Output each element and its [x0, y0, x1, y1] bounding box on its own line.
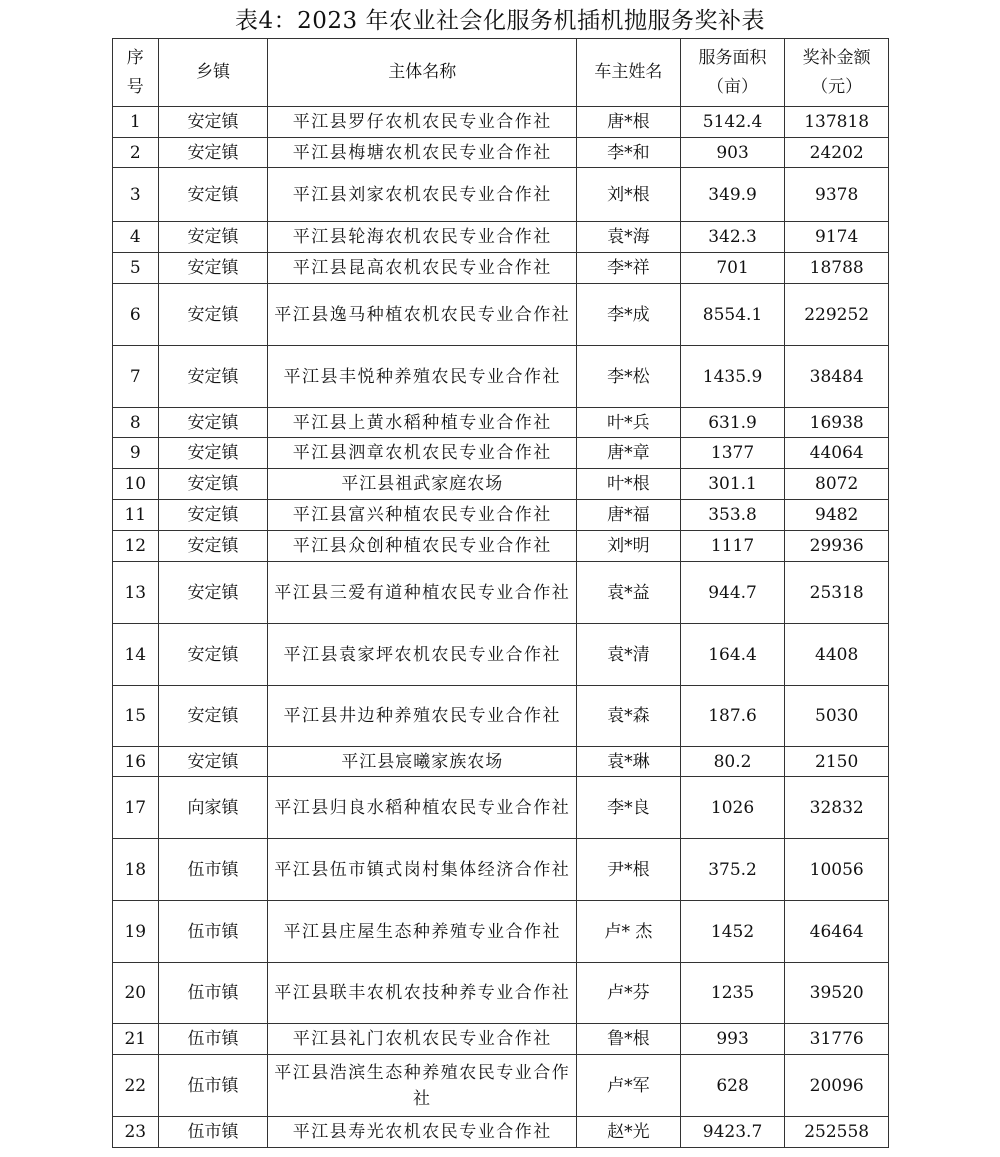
cell-town: 安定镇	[158, 562, 268, 624]
cell-entity-name: 平江县袁家坪农机农民专业合作社	[268, 624, 577, 686]
cell-service-area: 701	[680, 253, 785, 284]
header-amount-line2: （元）	[811, 76, 863, 97]
cell-town: 安定镇	[158, 438, 268, 469]
table-row	[113, 1117, 889, 1148]
cell-serial-number: 5	[113, 253, 159, 284]
cell-serial-number: 13	[113, 562, 159, 624]
cell-service-area: 301.1	[680, 469, 785, 500]
cell-town: 伍市镇	[158, 839, 268, 901]
cell-town: 安定镇	[158, 107, 268, 138]
cell-owner-name: 唐*章	[577, 438, 681, 469]
header-service-area	[680, 39, 785, 107]
header-row	[113, 39, 889, 107]
cell-entity-name: 平江县众创种植农民专业合作社	[268, 531, 577, 562]
cell-service-area: 164.4	[680, 624, 785, 686]
cell-serial-number: 9	[113, 438, 159, 469]
table-row	[113, 138, 889, 168]
table-row	[113, 469, 889, 500]
cell-town: 安定镇	[158, 408, 268, 438]
cell-owner-name: 李*和	[577, 138, 681, 168]
cell-serial-number: 18	[113, 839, 159, 901]
cell-owner-name: 袁*益	[577, 562, 681, 624]
cell-town: 安定镇	[158, 531, 268, 562]
cell-entity-name: 平江县祖武家庭农场	[268, 469, 577, 500]
cell-service-area: 1435.9	[680, 346, 785, 408]
table-row	[113, 284, 889, 346]
cell-subsidy-amount: 29936	[785, 531, 889, 562]
cell-owner-name: 袁*清	[577, 624, 681, 686]
subsidy-table	[112, 38, 889, 1148]
cell-serial-number: 17	[113, 777, 159, 839]
table-row	[113, 839, 889, 901]
cell-town: 伍市镇	[158, 1055, 268, 1117]
cell-owner-name: 尹*根	[577, 839, 681, 901]
cell-subsidy-amount: 31776	[785, 1024, 889, 1055]
table-row	[113, 531, 889, 562]
header-serial-number	[113, 39, 159, 107]
cell-owner-name: 李*成	[577, 284, 681, 346]
cell-subsidy-amount: 18788	[785, 253, 889, 284]
header-serial-line2: 号	[126, 76, 144, 97]
table-row	[113, 777, 889, 839]
cell-serial-number: 4	[113, 222, 159, 253]
cell-entity-name: 平江县丰悦种养殖农民专业合作社	[268, 346, 577, 408]
cell-serial-number: 12	[113, 531, 159, 562]
cell-serial-number: 14	[113, 624, 159, 686]
table-row	[113, 562, 889, 624]
header-area-line2: （亩）	[707, 76, 759, 97]
cell-entity-name: 平江县泗章农机农民专业合作社	[268, 438, 577, 469]
cell-service-area: 187.6	[680, 686, 785, 747]
cell-serial-number: 15	[113, 686, 159, 747]
cell-subsidy-amount: 10056	[785, 839, 889, 901]
header-entity-name: 主体名称	[268, 39, 577, 107]
cell-serial-number: 23	[113, 1117, 159, 1148]
cell-town: 向家镇	[158, 777, 268, 839]
cell-entity-name: 平江县井边种养殖农民专业合作社	[268, 686, 577, 747]
table-row	[113, 253, 889, 284]
cell-entity-name: 平江县刘家农机农民专业合作社	[268, 168, 577, 222]
cell-town: 安定镇	[158, 222, 268, 253]
cell-owner-name: 卢* 杰	[577, 901, 681, 963]
table-row	[113, 747, 889, 777]
cell-serial-number: 20	[113, 963, 159, 1024]
cell-owner-name: 唐*福	[577, 500, 681, 531]
cell-service-area: 1452	[680, 901, 785, 963]
table-row	[113, 408, 889, 438]
cell-entity-name: 平江县宸曦家族农场	[268, 747, 577, 777]
cell-town: 伍市镇	[158, 1024, 268, 1055]
table-row	[113, 901, 889, 963]
table-row	[113, 500, 889, 531]
cell-serial-number: 21	[113, 1024, 159, 1055]
cell-subsidy-amount: 16938	[785, 408, 889, 438]
cell-entity-name: 平江县浩滨生态种养殖农民专业合作社	[268, 1055, 577, 1117]
cell-subsidy-amount: 4408	[785, 624, 889, 686]
cell-town: 安定镇	[158, 469, 268, 500]
cell-entity-name: 平江县逸马种植农机农民专业合作社	[268, 284, 577, 346]
cell-service-area: 9423.7	[680, 1117, 785, 1148]
cell-entity-name: 平江县归良水稻种植农民专业合作社	[268, 777, 577, 839]
cell-owner-name: 李*良	[577, 777, 681, 839]
header-amount-line1: 奖补金额	[802, 47, 871, 68]
cell-town: 安定镇	[158, 168, 268, 222]
cell-entity-name: 平江县庄屋生态种养殖专业合作社	[268, 901, 577, 963]
cell-service-area: 1117	[680, 531, 785, 562]
cell-service-area: 628	[680, 1055, 785, 1117]
table-row	[113, 963, 889, 1024]
cell-owner-name: 刘*明	[577, 531, 681, 562]
cell-service-area: 1235	[680, 963, 785, 1024]
header-area-line1: 服务面积	[698, 47, 767, 68]
cell-service-area: 353.8	[680, 500, 785, 531]
cell-subsidy-amount: 9378	[785, 168, 889, 222]
cell-owner-name: 赵*光	[577, 1117, 681, 1148]
cell-town: 安定镇	[158, 747, 268, 777]
cell-subsidy-amount: 137818	[785, 107, 889, 138]
cell-town: 伍市镇	[158, 1117, 268, 1148]
cell-serial-number: 16	[113, 747, 159, 777]
header-town: 乡镇	[158, 39, 268, 107]
header-owner-name: 车主姓名	[577, 39, 681, 107]
cell-entity-name: 平江县罗仔农机农民专业合作社	[268, 107, 577, 138]
cell-subsidy-amount: 229252	[785, 284, 889, 346]
table-row	[113, 346, 889, 408]
cell-subsidy-amount: 24202	[785, 138, 889, 168]
table-row	[113, 624, 889, 686]
cell-entity-name: 平江县礼门农机农民专业合作社	[268, 1024, 577, 1055]
cell-serial-number: 1	[113, 107, 159, 138]
table-row	[113, 107, 889, 138]
cell-owner-name: 李*祥	[577, 253, 681, 284]
cell-service-area: 1377	[680, 438, 785, 469]
cell-service-area: 944.7	[680, 562, 785, 624]
cell-subsidy-amount: 32832	[785, 777, 889, 839]
cell-owner-name: 袁*森	[577, 686, 681, 747]
cell-town: 安定镇	[158, 686, 268, 747]
table-body	[113, 107, 889, 1148]
cell-serial-number: 10	[113, 469, 159, 500]
cell-serial-number: 22	[113, 1055, 159, 1117]
cell-service-area: 5142.4	[680, 107, 785, 138]
cell-town: 伍市镇	[158, 901, 268, 963]
cell-owner-name: 叶*兵	[577, 408, 681, 438]
cell-owner-name: 唐*根	[577, 107, 681, 138]
cell-subsidy-amount: 8072	[785, 469, 889, 500]
cell-entity-name: 平江县昆高农机农民专业合作社	[268, 253, 577, 284]
cell-subsidy-amount: 20096	[785, 1055, 889, 1117]
cell-owner-name: 袁*海	[577, 222, 681, 253]
table-row	[113, 1055, 889, 1117]
cell-serial-number: 19	[113, 901, 159, 963]
cell-town: 安定镇	[158, 284, 268, 346]
cell-town: 安定镇	[158, 346, 268, 408]
cell-town: 安定镇	[158, 253, 268, 284]
cell-entity-name: 平江县上黄水稻种植专业合作社	[268, 408, 577, 438]
cell-serial-number: 2	[113, 138, 159, 168]
cell-subsidy-amount: 46464	[785, 901, 889, 963]
cell-service-area: 1026	[680, 777, 785, 839]
cell-entity-name: 平江县联丰农机农技种养专业合作社	[268, 963, 577, 1024]
cell-entity-name: 平江县梅塘农机农民专业合作社	[268, 138, 577, 168]
cell-serial-number: 7	[113, 346, 159, 408]
cell-town: 安定镇	[158, 624, 268, 686]
cell-owner-name: 李*松	[577, 346, 681, 408]
cell-owner-name: 卢*芬	[577, 963, 681, 1024]
cell-serial-number: 8	[113, 408, 159, 438]
cell-owner-name: 刘*根	[577, 168, 681, 222]
table-row	[113, 222, 889, 253]
cell-service-area: 375.2	[680, 839, 785, 901]
cell-serial-number: 3	[113, 168, 159, 222]
cell-subsidy-amount: 9482	[785, 500, 889, 531]
cell-town: 安定镇	[158, 138, 268, 168]
cell-subsidy-amount: 5030	[785, 686, 889, 747]
header-serial-line1: 序	[126, 47, 144, 68]
cell-serial-number: 11	[113, 500, 159, 531]
table-row	[113, 1024, 889, 1055]
cell-town: 安定镇	[158, 500, 268, 531]
table-row	[113, 686, 889, 747]
cell-owner-name: 卢*军	[577, 1055, 681, 1117]
cell-subsidy-amount: 252558	[785, 1117, 889, 1148]
table-row	[113, 438, 889, 469]
cell-service-area: 993	[680, 1024, 785, 1055]
cell-service-area: 631.9	[680, 408, 785, 438]
cell-entity-name: 平江县轮海农机农民专业合作社	[268, 222, 577, 253]
cell-subsidy-amount: 9174	[785, 222, 889, 253]
cell-subsidy-amount: 39520	[785, 963, 889, 1024]
cell-service-area: 8554.1	[680, 284, 785, 346]
cell-subsidy-amount: 44064	[785, 438, 889, 469]
header-subsidy-amount	[785, 39, 889, 107]
cell-owner-name: 袁*琳	[577, 747, 681, 777]
cell-serial-number: 6	[113, 284, 159, 346]
table-title: 表4：2023 年农业社会化服务机插机抛服务奖补表	[235, 8, 765, 34]
cell-town: 伍市镇	[158, 963, 268, 1024]
cell-owner-name: 叶*根	[577, 469, 681, 500]
cell-entity-name: 平江县寿光农机农民专业合作社	[268, 1117, 577, 1148]
cell-entity-name: 平江县伍市镇式岗村集体经济合作社	[268, 839, 577, 901]
cell-service-area: 903	[680, 138, 785, 168]
cell-entity-name: 平江县富兴种植农民专业合作社	[268, 500, 577, 531]
cell-entity-name: 平江县三爱有道种植农民专业合作社	[268, 562, 577, 624]
table-row	[113, 168, 889, 222]
cell-service-area: 342.3	[680, 222, 785, 253]
cell-subsidy-amount: 38484	[785, 346, 889, 408]
cell-service-area: 80.2	[680, 747, 785, 777]
cell-owner-name: 鲁*根	[577, 1024, 681, 1055]
cell-subsidy-amount: 2150	[785, 747, 889, 777]
cell-subsidy-amount: 25318	[785, 562, 889, 624]
cell-service-area: 349.9	[680, 168, 785, 222]
